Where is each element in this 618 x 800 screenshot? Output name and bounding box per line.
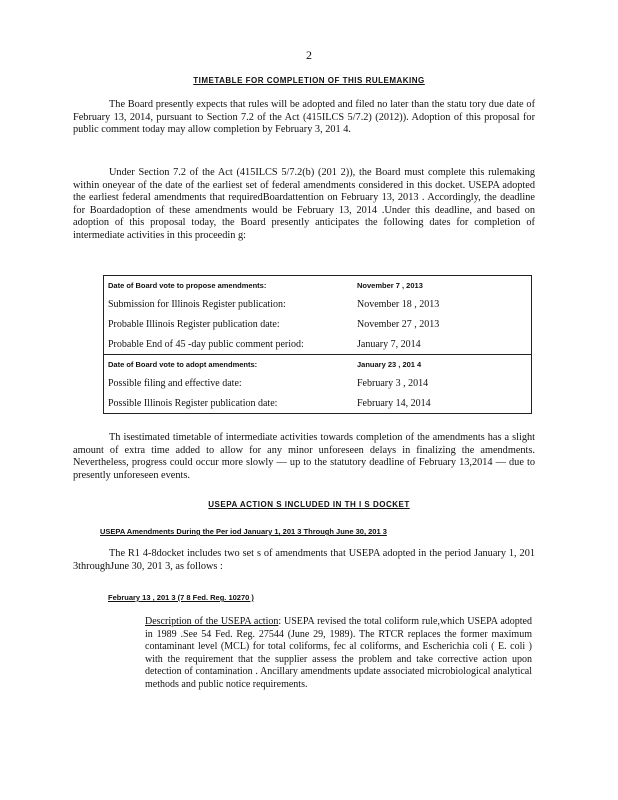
dates-table-row <box>104 334 532 355</box>
paragraph-docket-includes <box>73 548 535 573</box>
description-text: : USEPA revised the total coliform rule,which USEPA adopted in 1989 .See 54 Fed. Reg. 27544 (June 29, 1989). The RTCR replaces the former maximum contaminant level (MCL) for total coliforms, fec al coliforms, and Escherichia coli ( E. coli ) with the requirement that the supplier assess the problem and take corrective action upon detection of contamination . Ancillary amendments update associated microbiological analytical methods and public notice requirements. <box>145 616 532 690</box>
dates-table-row <box>104 314 532 334</box>
description-label: Description of the USEPA action <box>145 616 279 627</box>
dates-table-date: November 7 , 2013 <box>357 280 423 290</box>
federal-register-heading: February 13 , 201 3 (7 8 Fed. Reg. 10270 ) <box>108 593 254 602</box>
dates-table-label: Probable End of 45 -day public comment period: <box>108 338 304 350</box>
dates-table-row <box>104 373 532 393</box>
dates-table-label: Probable Illinois Register publication date: <box>108 318 280 330</box>
dates-table-date: February 3 , 2014 <box>357 377 429 389</box>
dates-table-date: January 23 , 201 4 <box>353 355 532 374</box>
page-number: 2 <box>306 48 312 62</box>
dates-table-label: Possible filing and effective date: <box>108 377 242 389</box>
dates-table-label: Date of Board vote to propose amendments: <box>108 280 267 290</box>
paragraph-section-7-2-text: Under Section 7.2 of the Act (415ILCS 5/7.2(b) (201 2)), the Board must complete this rulemaking within oneyear of the date of the earliest set of federal amendments considered in this docket. USEPA adopted the earliest federal amendments that requiredBoardattention on February 13, 2013 . Accordingly, the deadline for Boardadoption of these amendments would be February 13, 2014 .Under this deadline, and based on adoption of this proposal today, the Board presently anticipates the following dates for completion of intermediate activities in this proceedin g: <box>73 167 535 241</box>
dates-table-row <box>104 393 532 414</box>
dates-table-header-row <box>104 276 532 295</box>
usepa-actions-heading: USEPA ACTION S INCLUDED IN TH I S DOCKET <box>208 500 410 509</box>
dates-table-row <box>104 294 532 314</box>
paragraph-expected-adoption-text: The Board presently expects that rules will be adopted and filed no later than the statu tory due date of February 13, 2014, pursuant to Section 7.2 of the Act (415ILCS 5/7.2) (2012)). Adoption of this proposal for public comment today may allow completion by February 3, 201 4. <box>73 99 535 136</box>
paragraph-timetable-estimate <box>73 432 535 482</box>
dates-table <box>103 275 532 414</box>
dates-table-label: Submission for Illinois Register publication: <box>108 298 286 310</box>
paragraph-timetable-estimate-text: Th isestimated timetable of intermediate activities towards completion of the amendments has a slight amount of extra time added to allow for any minor unforeseen delays in finalizing the amendments. Nevertheless, progress could occur more slowly — up to the statutory deadline of February 13,2014 — due to presently unforeseen events. <box>73 432 535 481</box>
dates-table-date: November 27 , 2013 <box>357 318 440 330</box>
dates-table-label: Date of Board vote to adopt amendments: <box>104 355 354 374</box>
paragraph-docket-includes-text: The R1 4-8docket includes two set s of amendments that USEPA adopted in the period January 1, 201 3throughJune 30, 201 3, as follows : <box>73 548 535 572</box>
timetable-heading: TIMETABLE FOR COMPLETION OF THIS RULEMAKING <box>193 76 425 85</box>
paragraph-expected-adoption <box>73 99 535 137</box>
usepa-action-description <box>145 616 532 692</box>
usepa-period-subheading: USEPA Amendments During the Per iod January 1, 201 3 Through June 30, 201 3 <box>100 527 387 536</box>
dates-table-header-row <box>104 355 532 374</box>
dates-table-label: Possible Illinois Register publication date: <box>108 397 278 409</box>
paragraph-section-7-2 <box>73 167 535 243</box>
dates-table-date: February 14, 2014 <box>357 397 431 409</box>
dates-table-date: January 7, 2014 <box>357 338 421 350</box>
dates-table-date: November 18 , 2013 <box>357 298 440 310</box>
